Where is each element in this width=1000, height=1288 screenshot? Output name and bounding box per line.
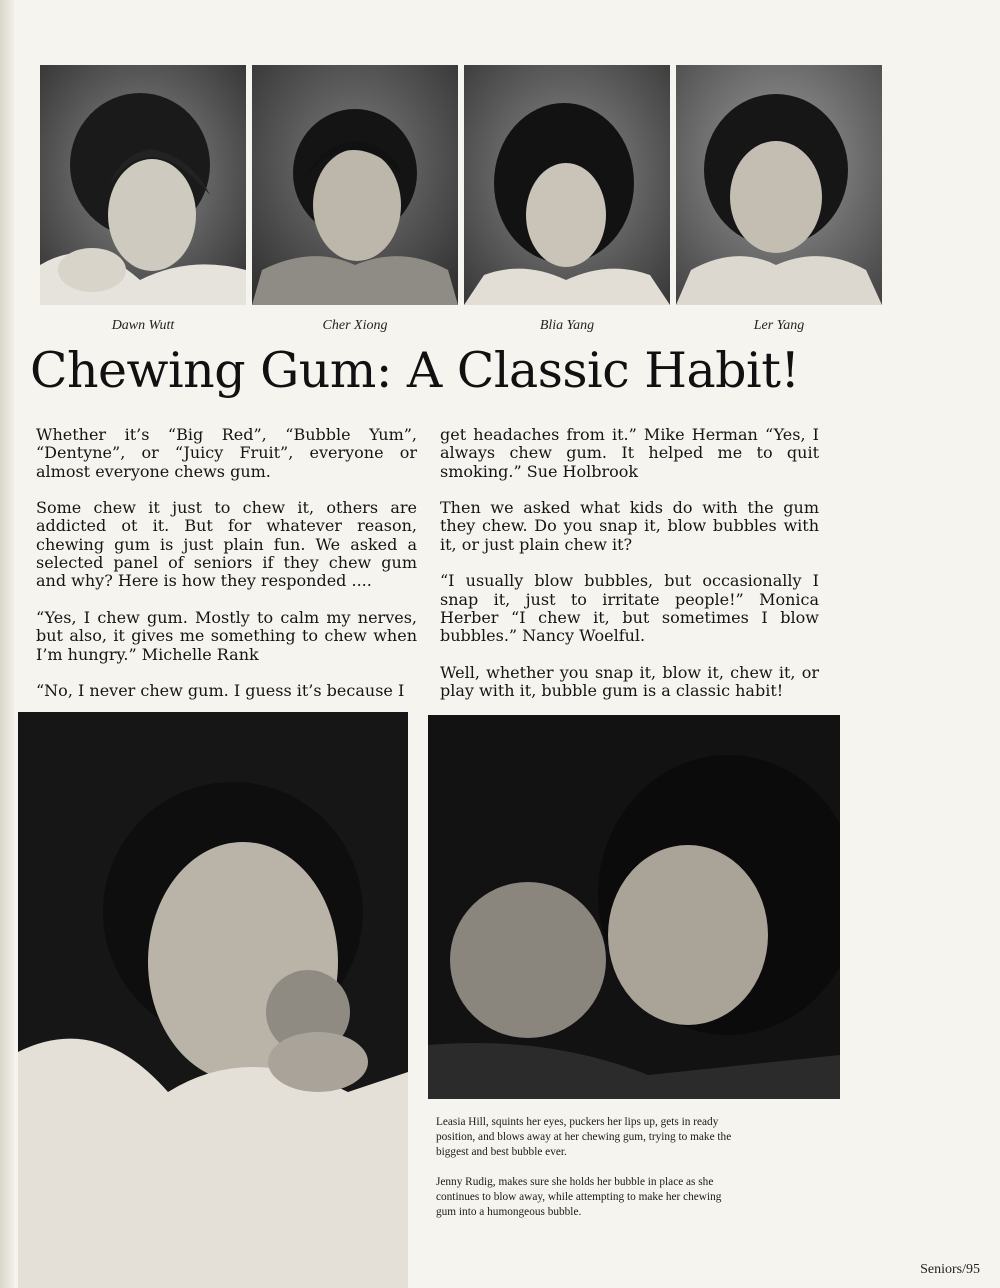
bubble-photo-left <box>18 712 408 1288</box>
article-paragraph: Whether it’s “Big Red”, “Bubble Yum”, “Dentyne”, or “Juicy Fruit”, everyone or almost everyone chews gum. <box>36 425 417 481</box>
portrait-photo-3 <box>464 65 670 305</box>
portrait-photo-2 <box>252 65 458 305</box>
article-headline: Chewing Gum: A Classic Habit! <box>30 342 800 399</box>
article-paragraph: “No, I never chew gum. I guess it’s because I <box>36 681 405 701</box>
portrait-caption: Cher Xiong <box>322 318 388 333</box>
bubble-photo-right <box>428 715 840 1099</box>
article-paragraph: “Yes, I chew gum. Mostly to calm my nerves, but also, it gives me something to chew when I’m hungry.” Michelle Rank <box>36 607 417 664</box>
photo-caption: Leasia Hill, squints her eyes, puckers her lips up, gets in ready position, and blows away at her chewing gum, trying to make the biggest and best bubble ever. <box>436 1116 732 1158</box>
article-paragraph: Some chew it just to chew it, others are addicted ot it. But for whatever reason, chewing gum is just plain fun. We asked a selected panel of seniors if they chew gum and why? Here is how they responded .... <box>36 498 417 591</box>
page-number: Seniors/95 <box>920 1262 980 1277</box>
article-paragraph: Then we asked what kids do with the gum they chew. Do you snap it, blow bubbles with it, or just plain chew it? <box>440 498 819 554</box>
article-paragraph: “I usually blow bubbles, but occasionally I snap it, just to irritate people!” Monica Herber “I chew it, but sometimes I blow bubbles.” Nancy Woelful. <box>440 571 819 646</box>
portrait-caption: Ler Yang <box>753 318 805 333</box>
portrait-caption: Blia Yang <box>539 318 595 333</box>
portrait-photo-1 <box>40 65 246 305</box>
article-column-right <box>440 426 819 719</box>
article-paragraph: get headaches from it.” Mike Herman “Yes, I always chew gum. It helped me to quit smoking.” Sue Holbrook <box>440 425 819 481</box>
page-binding-edge <box>0 0 14 1288</box>
article-column-left <box>36 426 417 719</box>
photo-captions <box>436 1115 736 1235</box>
photo-caption: Jenny Rudig, makes sure she holds her bubble in place as she continues to blow away, while attempting to make her chewing gum into a humongeous bubble. <box>436 1176 722 1218</box>
portrait-photo-4 <box>676 65 882 305</box>
portrait-caption: Dawn Wutt <box>111 318 175 333</box>
article-paragraph: Well, whether you snap it, blow it, chew it, or play with it, bubble gum is a classic habit! <box>440 662 819 701</box>
